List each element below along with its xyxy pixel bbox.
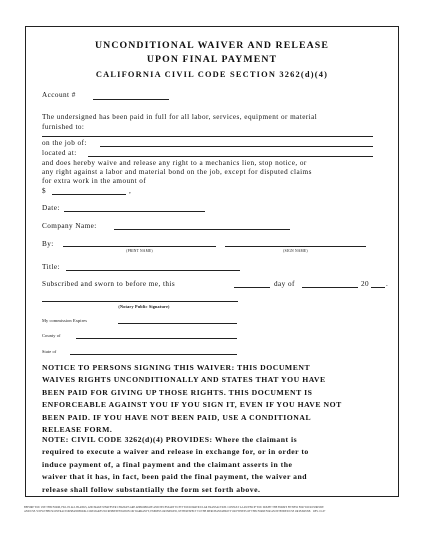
year-prefix: 20 [361,280,370,288]
located-at-label: located at: [42,149,77,157]
code-section-heading: CALIFORNIA CIVIL CODE SECTION 3262(d)(4) [95,70,329,79]
account-number-field[interactable] [93,99,169,100]
company-name-label: Company Name: [42,222,97,230]
job-of-field[interactable] [100,146,373,147]
date-label: Date: [42,204,60,212]
state-label: State of [42,349,57,354]
disputed-amount-field[interactable] [52,194,126,195]
notice-line-2: WAIVES RIGHTS UNCONDITIONALLY AND STATES THAT YOU HAVE [42,375,326,385]
dollar-sign: $ [42,187,47,195]
footer-line-2 [24,510,406,514]
by-label: By: [42,240,54,248]
account-label: Account # [42,91,76,99]
commission-expires-field[interactable] [118,323,237,324]
amount-comma: , [129,187,132,195]
footer-disclaimer [24,506,406,513]
notice-line-6: RELEASE FORM. [42,425,113,435]
county-label: County of [42,333,61,338]
located-at-field[interactable] [88,156,373,157]
sign-name-field[interactable] [225,246,366,247]
title-field[interactable] [66,270,240,271]
job-of-label: on the job of: [42,139,87,147]
company-name-field[interactable] [114,229,290,230]
notice-line-3: BEEN PAID FOR GIVING UP THOSE RIGHTS. THIS DOCUMENT IS [42,387,313,397]
footer-line-2-text: AND USE. WWW.THEUSCONTRACTORSHANDBOOK.COM MAKES NO REPRESENTATION OR WARRANTY, EXPRESS OR IMPLIED, WITH RESPECT TO THE MERCHANTABILITY OR FITNESS OF THIS FORM FOR AN INTENDED USE OR PURPOSE. [24,509,312,513]
footer-line-1: BEFORE YOU USE THIS FORM, FILL IN ALL BLANKS, AND MAKE WHATEVER CHANGES ARE APPROPRIATE AND NECESSARY TO FIT YOUR PARTICULAR TRANSACTION. CONSULT A LAWYER IF YOU DOUBT THE FORM'S FITNESS FOR YOUR PURPOSE [24,506,324,509]
commission-expires-label: My commission Expires [42,318,88,323]
print-name-field[interactable] [63,246,216,247]
subscribed-sworn-text: Subscribed and sworn to before me, this [42,280,176,288]
year-period: . [386,280,389,288]
waive-release-text-2: any right against a labor and material bond on the job, except for disputed claims [42,168,312,176]
print-name-caption: (PRINT NAME) [126,249,153,253]
note-paragraph [42,434,386,496]
date-field[interactable] [64,211,205,212]
sign-name-caption: (SIGN NAME) [283,249,308,253]
year-field[interactable] [371,287,385,288]
notice-paragraph [42,362,386,436]
furnished-to-text: furnished to: [42,123,85,131]
month-field[interactable] [302,287,358,288]
notice-line-1: NOTICE TO PERSONS SIGNING THIS WAIVER: THIS DOCUMENT [42,363,311,372]
title-label: Title: [42,263,61,271]
furnished-to-field[interactable] [42,136,373,137]
revision-label: REV. 01-07 [313,509,326,513]
notice-line-5: BEEN PAID. IF YOU HAVE NOT BEEN PAID, USE A CONDITIONAL [42,412,312,422]
note-line-3: induce payment of, a final payment and the claimant asserts in the [42,459,293,469]
notary-signature-field[interactable] [42,301,238,302]
day-field[interactable] [234,287,270,288]
note-line-5: release shall follow substantially the form set forth above. [42,484,261,494]
form-title-line2: UPON FINAL PAYMENT [146,54,278,65]
county-field[interactable] [76,338,237,339]
note-line-4: waiver that it has, in fact, been paid the final payment, the waiver and [42,472,308,482]
note-line-1: NOTE: CIVIL CODE 3262(d)(4) PROVIDES: Where the claimant is [42,435,298,444]
paid-in-full-text: The undersigned has been paid in full for all labor, services, equipment or material [42,113,318,121]
state-field[interactable] [70,354,237,355]
note-line-2: required to execute a waiver and release in exchange for, or in order to [42,447,309,457]
waive-release-text-1: and does hereby waive and release any right to a mechanics lien, stop notice, or [42,159,307,167]
waive-release-text-3: for extra work in the amount of [42,177,147,185]
waiver-form-page [25,26,399,497]
day-of-label: day of [274,280,295,288]
notary-signature-caption: (Notary Public Signature) [118,304,170,309]
notice-line-4: ENFORCEABLE AGAINST YOU IF YOU SIGN IT, EVEN IF YOU HAVE NOT [42,400,342,410]
form-title-line1: UNCONDITIONAL WAIVER AND RELEASE [95,40,329,51]
